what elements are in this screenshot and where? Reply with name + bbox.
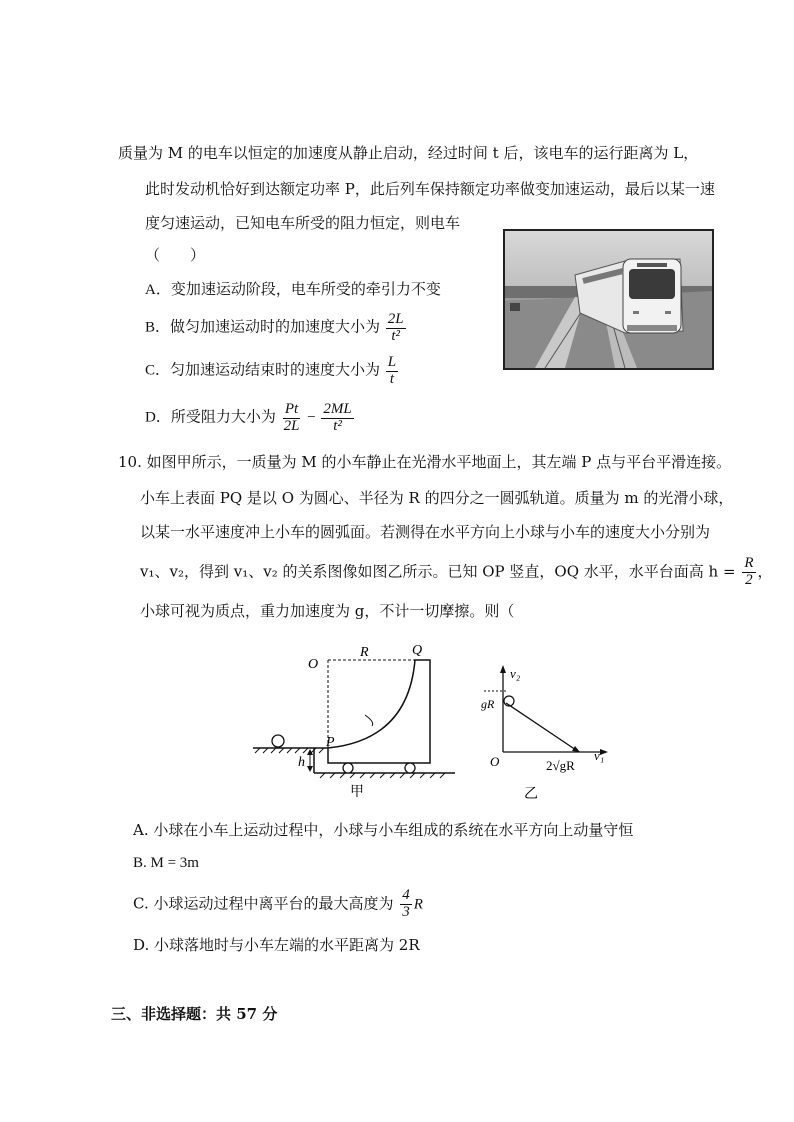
label-O: O — [308, 657, 319, 672]
caption-jia: 甲 — [350, 785, 364, 800]
q10-option-c-suffix: R — [413, 896, 423, 913]
q9-answer-paren: （ ） — [145, 246, 206, 264]
q9-option-b-text: B．做匀加速运动时的加速度大小为 — [145, 319, 381, 336]
q9-option-c — [145, 355, 400, 388]
q10-option-c-text: C. 小球运动过程中离平台的最大高度为 — [133, 894, 394, 913]
q10-line5: 小球可视为质点，重力加速度为 g，不计一切摩擦。则（ — [140, 602, 515, 620]
label-x-intercept: 2√gR — [546, 758, 575, 773]
q10-option-c-fraction: $\frac{4}{3}$ — [402, 887, 410, 920]
figure-jia — [250, 640, 460, 802]
q9-option-b-fraction: $\frac{2L}{\text{t²}}$ — [387, 311, 404, 344]
q10-option-b: B. M = 3m — [133, 855, 199, 871]
figure-yi — [476, 660, 616, 802]
q10-h-fraction: $\frac{R}{2}$ — [744, 555, 754, 588]
q10-option-c — [133, 888, 423, 921]
q10-line4 — [140, 556, 773, 589]
label-h: h — [298, 755, 305, 770]
q10-option-d: D. 小球落地时与小车左端的水平距离为 2R — [133, 936, 420, 954]
label-gR: gR — [481, 697, 495, 711]
q10-line2: 小车上表面 PQ 是以 O 为圆心、半径为 R 的四分之一圆弧轨道。质量为 m 的光滑小球， — [140, 489, 734, 507]
q9-option-c-text: C．匀加速运动结束时的速度大小为 — [145, 362, 381, 379]
label-Q: Q — [412, 643, 423, 658]
label-origin: O — [490, 754, 500, 769]
q10-line3: 以某一水平速度冲上小车的圆弧面。若测得在水平方向上小球与小车的速度大小分别为 — [140, 523, 711, 541]
label-P: P — [326, 735, 335, 750]
q9-option-d-text: D．所受阻力大小为 — [145, 409, 276, 426]
label-v1: v₁ — [594, 748, 605, 763]
q9-line1: 质量为 M 的电车以恒定的加速度从静止启动，经过时间 t 后，该电车的运行距离为 L， — [118, 144, 699, 162]
q10-line4-text: v₁、v₂，得到 v₁、v₂ 的关系图像如图乙所示。已知 OP 竖直，OQ 水平，水平台面高 h = — [140, 562, 736, 581]
q9-option-d-fraction1: $\frac{Pt}{2L}$ — [283, 401, 300, 434]
q10-line1: 10. 如图甲所示，一质量为 M 的小车静止在光滑水平地面上，其左端 P 点与平台平滑连接。 — [118, 453, 732, 471]
graph-line — [506, 703, 576, 750]
tram-photo — [503, 229, 714, 370]
q9-option-d — [145, 402, 356, 435]
q9-line3: 度匀速运动，已知电车所受的阻力恒定，则电车 — [145, 214, 461, 232]
section-3-heading: 三、非选择题：共 57 分 — [111, 1005, 278, 1023]
q9-option-d-minus: − — [307, 409, 316, 426]
q9-option-d-fraction2: $\frac{2ML}{\text{t²}}$ — [323, 401, 352, 434]
label-R: R — [360, 645, 369, 660]
label-v2: v₂ — [510, 666, 521, 681]
q9-line2: 此时发动机恰好到达额定功率 P，此后列车保持额定功率做变加速运动，最后以某一速 — [145, 180, 715, 198]
q9-option-c-fraction: $\frac{L}{t}$ — [387, 354, 397, 387]
q10-line4-suffix: ， — [757, 562, 773, 581]
ball — [272, 735, 284, 747]
q9-option-b — [145, 312, 408, 345]
caption-yi: 乙 — [524, 787, 538, 802]
q9-option-a: A．变加速运动阶段，电车所受的牵引力不变 — [145, 282, 441, 298]
q10-option-a: A. 小球在小车上运动过程中，小球与小车组成的系统在水平方向上动量守恒 — [133, 821, 634, 839]
cart — [328, 660, 430, 763]
